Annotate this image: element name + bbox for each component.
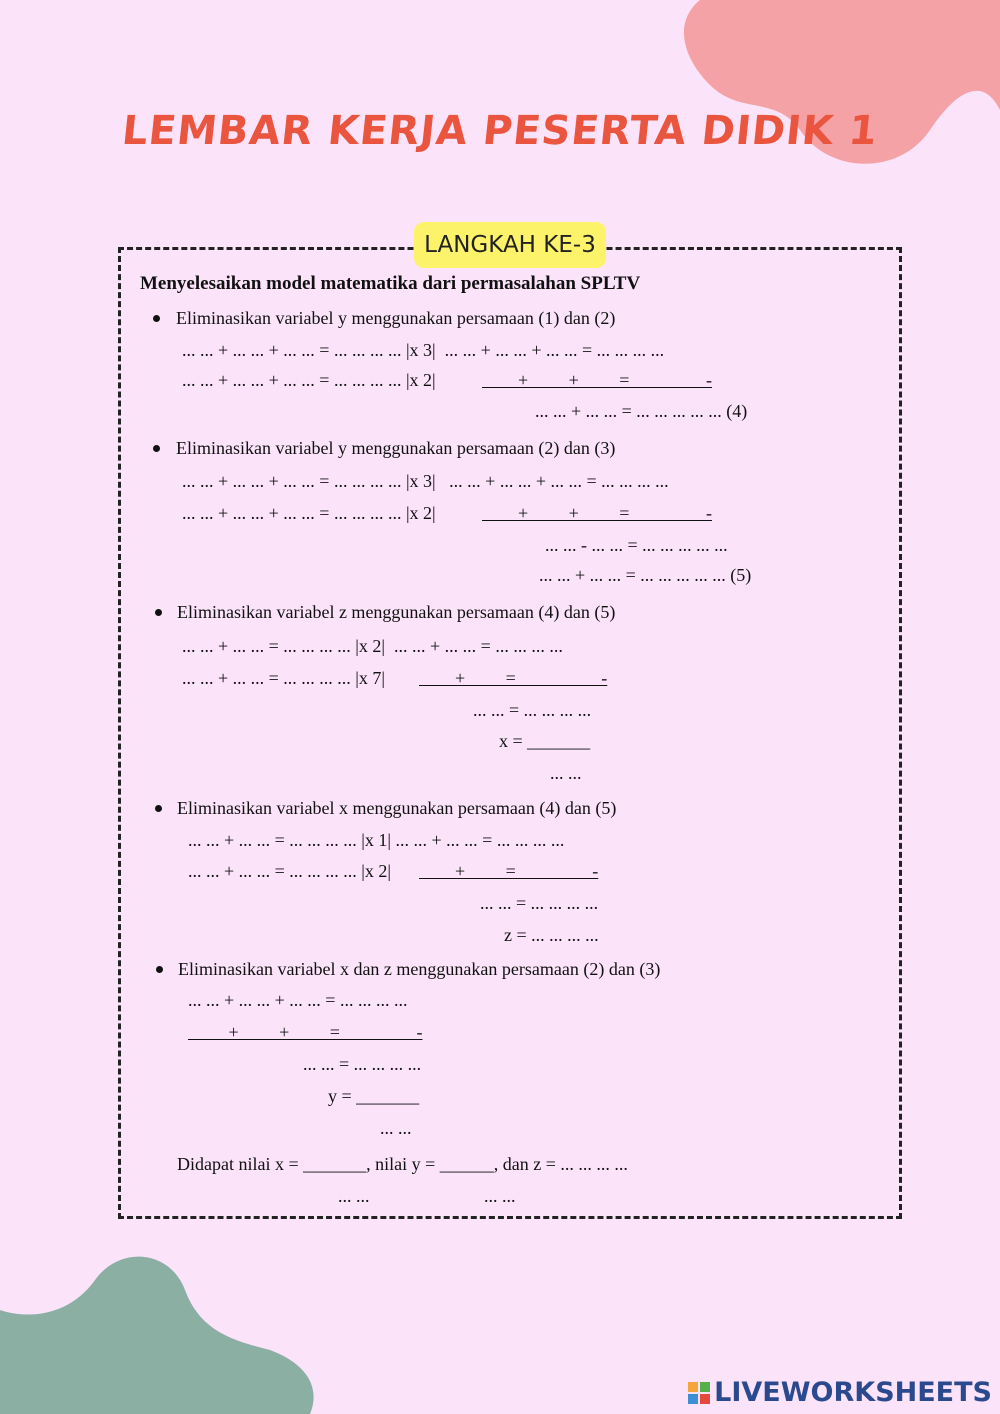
- page-title: LEMBAR KERJA PESERTA DIDIK 1: [119, 108, 881, 154]
- s1-line2-underline: + + = -: [482, 370, 712, 390]
- s2-line2: ... ... + ... ... + ... ... = ... ... ... ... |x 2|: [182, 503, 436, 523]
- s1-line1: ... ... + ... ... + ... ... = ... ... ... ... |x 3| ... ... + ... ... + ... ... = ... ... ... ...: [182, 340, 665, 360]
- s1-line2: ... ... + ... ... + ... ... = ... ... ... ... |x 2|: [182, 370, 436, 390]
- s2-line1: ... ... + ... ... + ... ... = ... ... ... ... |x 3| ... ... + ... ... + ... ... = ... ... ... ...: [182, 471, 669, 491]
- bullet-icon: [153, 445, 160, 452]
- s2-line4: ... ... + ... ... = ... ... ... ... ... (5): [539, 565, 752, 585]
- s3-line2-underline: + = -: [419, 668, 608, 688]
- s4-line1: ... ... + ... ... = ... ... ... ... |x 1| ... ... + ... ... = ... ... ... ...: [188, 830, 565, 850]
- s4-line2: ... ... + ... ... = ... ... ... ... |x 2|: [188, 861, 392, 881]
- s3-line2: ... ... + ... ... = ... ... ... ... |x 7|: [182, 668, 386, 688]
- result-line: Didapat nilai x = _______, nilai y = ______, dan z = ... ... ... ...: [177, 1154, 628, 1174]
- logo-icon: [688, 1382, 710, 1404]
- s5-line3: ... ... = ... ... ... ...: [303, 1054, 422, 1074]
- green-blob-decoration: [0, 1250, 320, 1414]
- logo-text: LIVEWORKSHEETS: [714, 1377, 992, 1408]
- s3-line4: x = _______: [499, 731, 591, 751]
- bullet-icon: [155, 609, 162, 616]
- s4-bullet-text: Eliminasikan variabel x menggunakan persamaan (4) dan (5): [177, 798, 617, 818]
- s1-line3: ... ... + ... ... = ... ... ... ... ... (4): [535, 401, 748, 421]
- s2-line2-underline: + + = -: [482, 503, 712, 523]
- result-sub-y: ... ...: [484, 1186, 516, 1206]
- liveworksheets-logo: [688, 1377, 992, 1408]
- s4-line3: ... ... = ... ... ... ...: [480, 893, 599, 913]
- s1-bullet-text: Eliminasikan variabel y menggunakan persamaan (1) dan (2): [176, 308, 616, 328]
- s3-line1: ... ... + ... ... = ... ... ... ... |x 2| ... ... + ... ... = ... ... ... ...: [182, 636, 563, 656]
- s5-line4: y = _______: [328, 1086, 420, 1106]
- result-sub-x: ... ...: [338, 1186, 370, 1206]
- s5-line2-underline: + + = -: [188, 1022, 423, 1042]
- bullet-icon: [153, 315, 160, 322]
- bullet-icon: [156, 966, 163, 973]
- s4-line4: z = ... ... ... ...: [504, 925, 599, 945]
- s4-line2-underline: + = -: [419, 861, 599, 881]
- s2-bullet-text: Eliminasikan variabel y menggunakan persamaan (2) dan (3): [176, 438, 616, 458]
- s3-line5: ... ...: [550, 763, 582, 783]
- s3-line3: ... ... = ... ... ... ...: [473, 700, 592, 720]
- s5-line1: ... ... + ... ... + ... ... = ... ... ... ...: [188, 990, 408, 1010]
- s5-bullet-text: Eliminasikan variabel x dan z menggunakan persamaan (2) dan (3): [178, 959, 661, 979]
- s3-bullet-text: Eliminasikan variabel z menggunakan persamaan (4) dan (5): [177, 602, 616, 622]
- s2-line3: ... ... - ... ... = ... ... ... ... ...: [545, 535, 728, 555]
- s5-line5: ... ...: [380, 1118, 412, 1138]
- section-heading: Menyelesaikan model matematika dari permasalahan SPLTV: [140, 273, 641, 294]
- bullet-icon: [155, 805, 162, 812]
- step-label: LANGKAH KE-3: [414, 222, 606, 268]
